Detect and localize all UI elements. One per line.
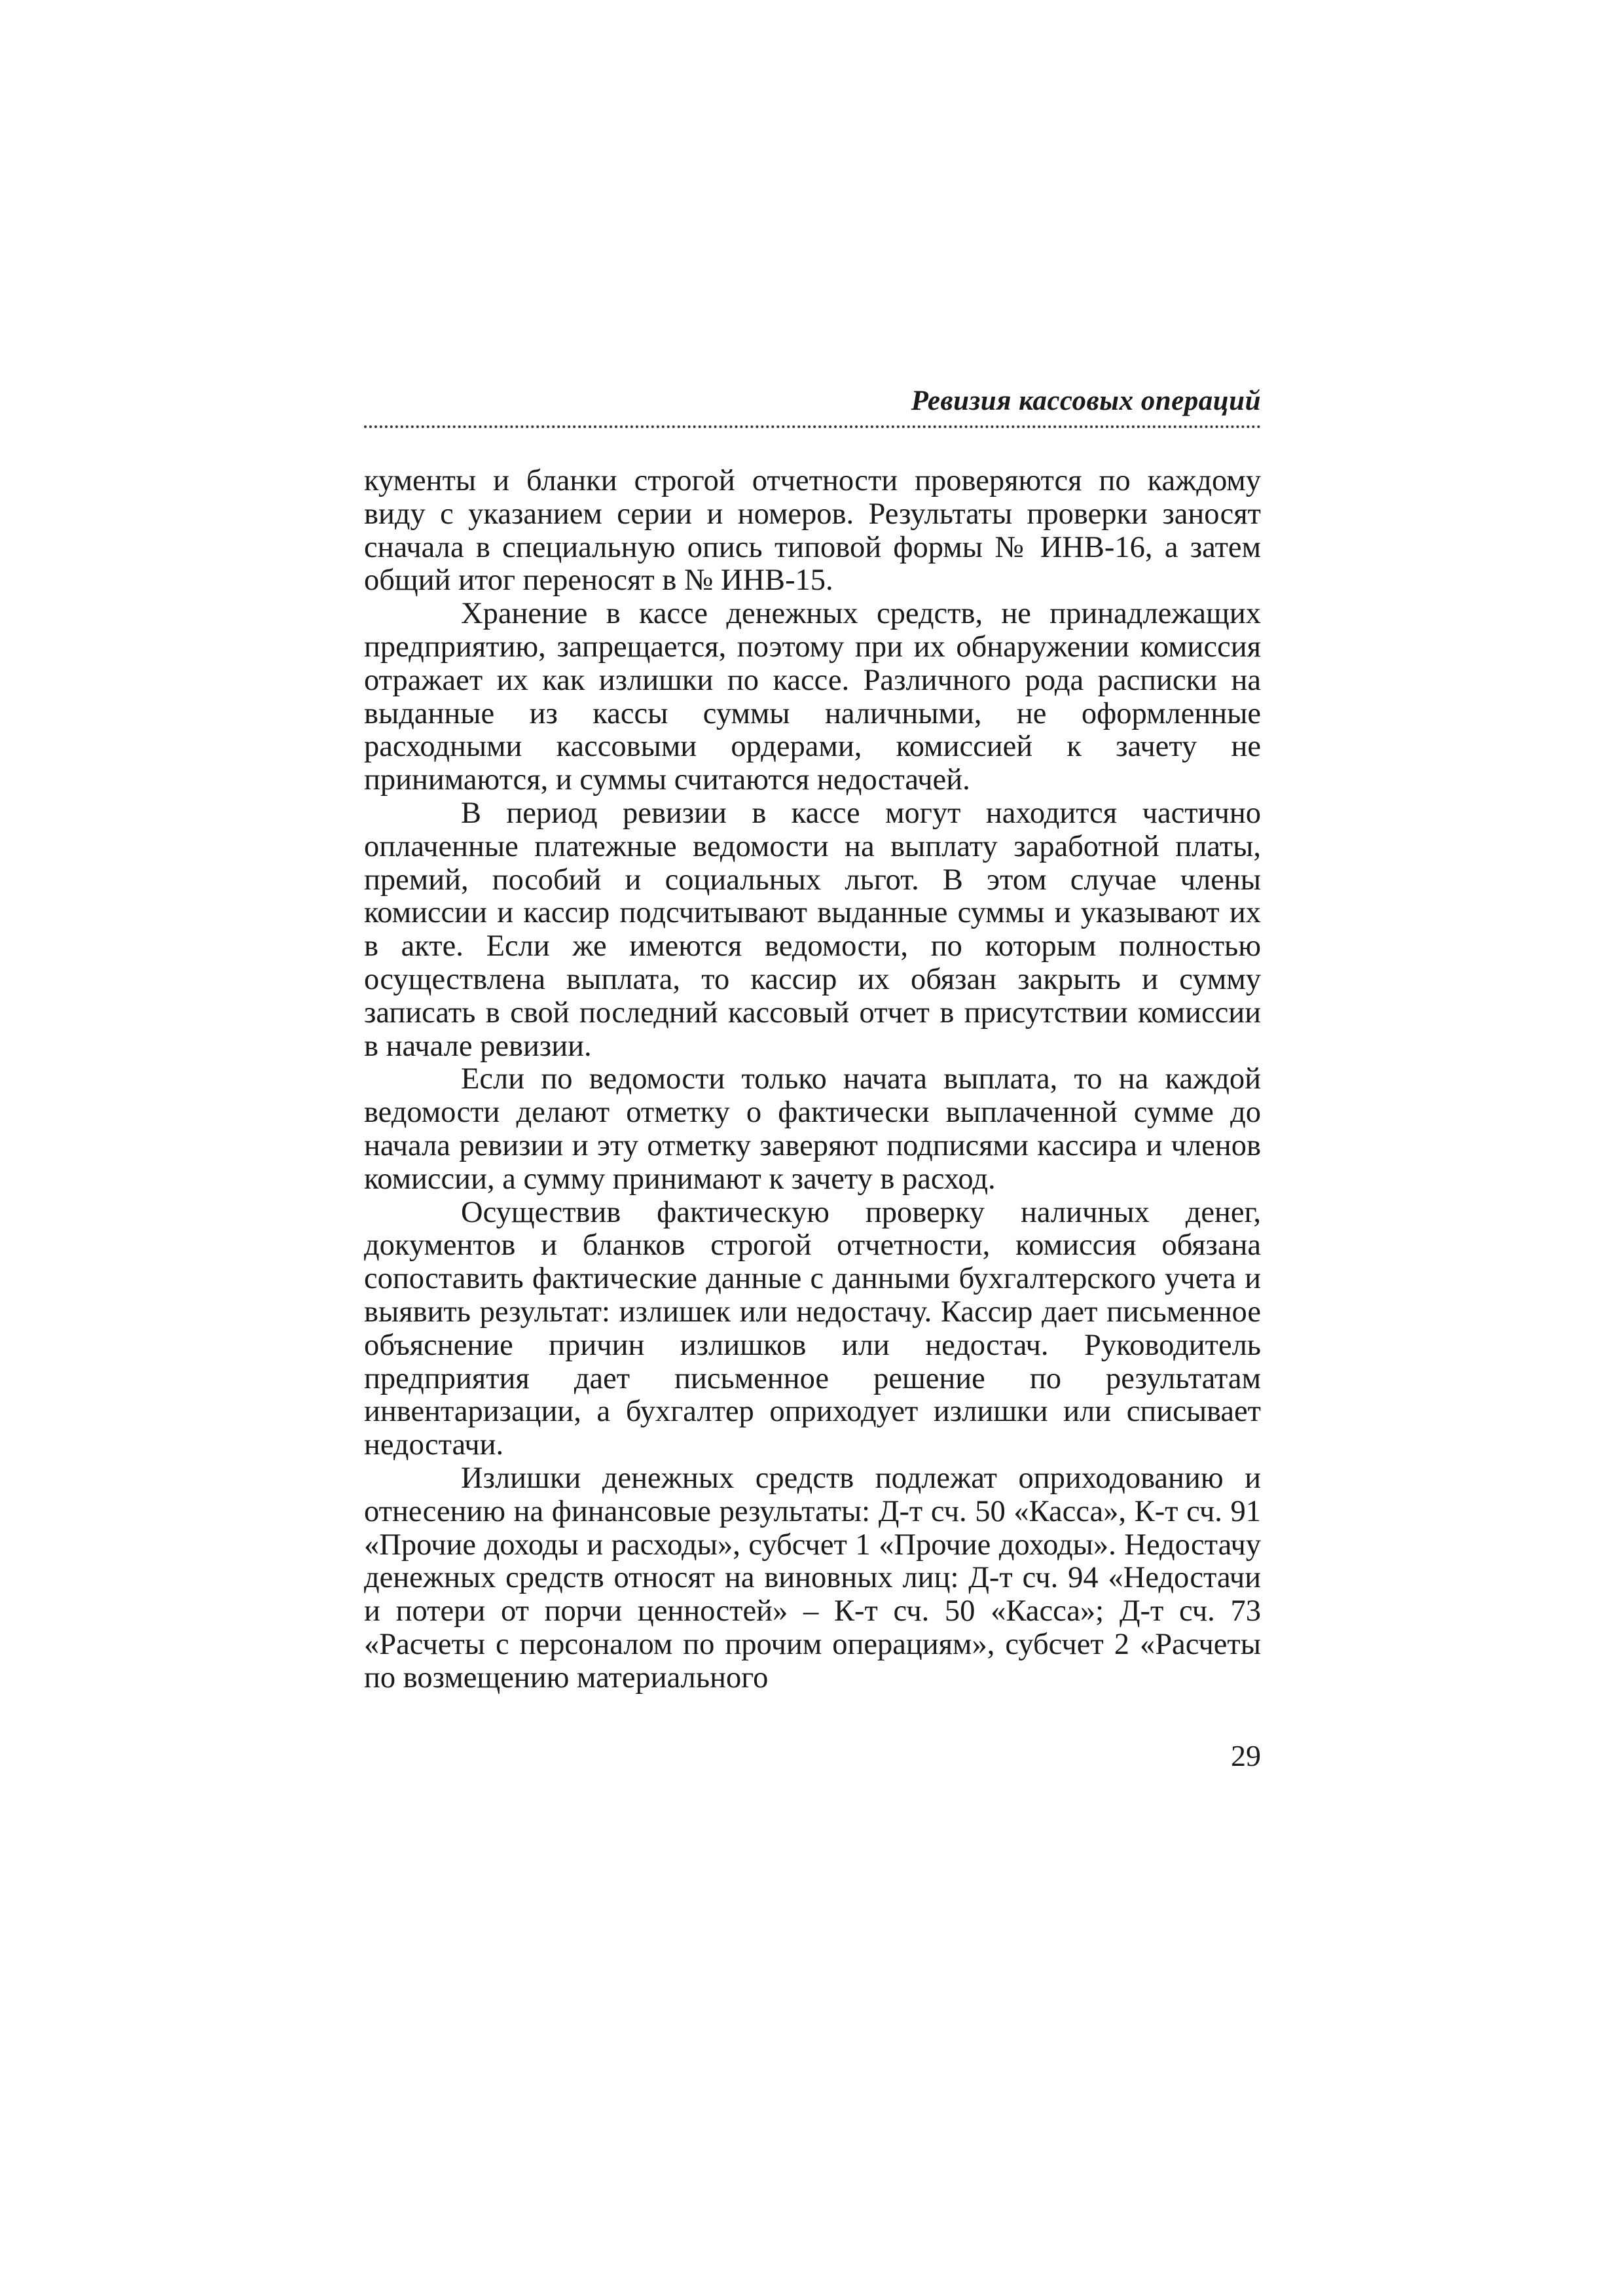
running-head-title: Ревизия кассовых операций xyxy=(911,386,1261,416)
header-dotted-rule xyxy=(364,425,1261,428)
paragraph-3: В период ревизии в кассе могут находится частично оплаченные платежные ведомости на выплату заработной платы, премий, пособий и социальных льгот. В этом случае члены комиссии и кассир подсчитывают выданные суммы и указывают их в акте. Если же имеются ведомости, по которым полностью осуществлена выплата, то кассир их обязан закрыть и сумму записать в свой последний кассовый отчет в присутствии комиссии в начале ревизии. xyxy=(364,796,1261,1063)
paragraph-2: Хранение в кассе денежных средств, не принадлежащих предприятию, запрещается, поэтому при их обнаружении комиссия отражает их как излишки по кассе. Различного рода расписки на выданные из кассы суммы наличными, не оформленные расходными кассовыми ордерами, комиссией к зачету не принимаются, и суммы считаются недостачей. xyxy=(364,597,1261,797)
paragraph-6: Излишки денежных средств подлежат оприходованию и отнесению на финансовые результаты: Д-т сч. 50 «Касса», К-т сч. 91 «Прочие доходы и расходы», субсчет 1 «Прочие доходы». Недостачу денежных средств относят на виновных лиц: Д-т сч. 94 «Недостачи и потери от порчи ценностей» – К-т сч. 50 «Касса»; Д-т сч. 73 «Расчеты с персоналом по прочим операциям», субсчет 2 «Расчеты по возмещению материального xyxy=(364,1461,1261,1695)
paragraph-4: Если по ведомости только начата выплата, то на каждой ведомости делают отметку о фактически выплаченной сумме до начала ревизии и эту отметку заверяют подписями кассира и членов комиссии, а сумму принимают к зачету в расход. xyxy=(364,1062,1261,1196)
paragraph-5: Осуществив фактическую проверку наличных денег, документов и бланков строгой отчетности, комиссия обязана сопоставить фактические данные с данными бухгалтерского учета и выявить результат: излишек или недостачу. Кассир дает письменное объяснение причин излишков или недостач. Руководитель предприятия дает письменное решение по результатам инвентаризации, а бухгалтер оприходует излишки или списывает недостачи. xyxy=(364,1195,1261,1462)
paragraph-1: кументы и бланки строгой отчетности проверяются по каждому виду с указанием серии и номеров. Результаты проверки заносят сначала в специальную опись типовой формы № ИНВ-16, а затем общий итог переносят в № ИНВ-15. xyxy=(364,464,1261,598)
body-text xyxy=(364,465,1261,1695)
page-number: 29 xyxy=(1231,1739,1261,1772)
